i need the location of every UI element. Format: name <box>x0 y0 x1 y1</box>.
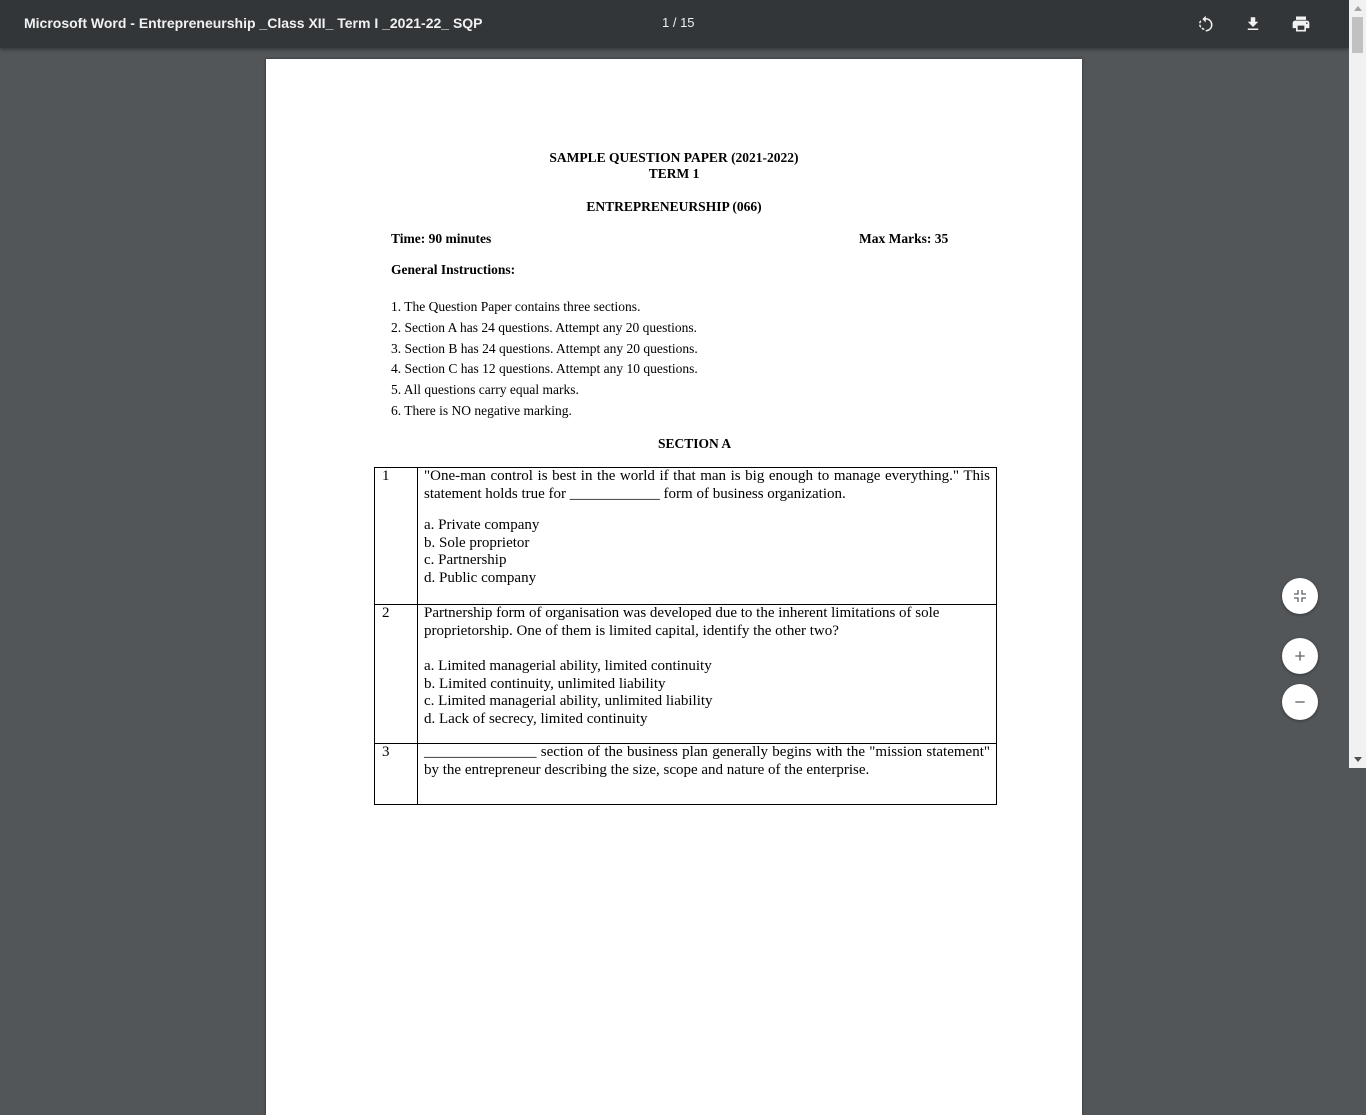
zoom-in-button[interactable] <box>1282 638 1318 674</box>
paper-heading: SAMPLE QUESTION PAPER (2021-2022) <box>549 150 799 165</box>
zoom-out-button[interactable] <box>1282 684 1318 720</box>
scroll-down-arrow[interactable] <box>1349 751 1366 768</box>
page-indicator[interactable]: 1 / 15 <box>662 15 695 30</box>
question-text: "One-man control is best in the world if that man is big enough to manage everything." This statement holds true for ____________ form of business organization. <box>424 468 990 502</box>
pdf-toolbar <box>0 0 1349 48</box>
option-item: c. Limited managerial ability, unlimited liability <box>424 693 713 709</box>
scroll-thumb[interactable] <box>1352 17 1363 53</box>
options-list <box>424 517 990 587</box>
option-item: c. Partnership <box>424 552 507 568</box>
chevron-down-icon <box>1354 757 1362 762</box>
option-item: d. Lack of secrecy, limited continuity <box>424 710 648 727</box>
question-number: 1 <box>375 468 418 605</box>
download-icon <box>1244 15 1262 33</box>
fit-page-icon <box>1292 588 1308 604</box>
instruction-item: 1. The Question Paper contains three sections. <box>391 299 641 314</box>
download-button[interactable] <box>1237 8 1269 40</box>
document-viewer[interactable] <box>0 48 1349 778</box>
question-text: Partnership form of organisation was developed due to the inherent limitations of sole proprietorship. One of them is limited capital, identify the other two? <box>424 605 940 639</box>
fit-page-button[interactable] <box>1282 578 1318 614</box>
option-item: d. Public company <box>424 569 537 586</box>
question-cell <box>418 468 997 605</box>
question-cell <box>418 605 997 744</box>
option-item: a. Private company <box>424 517 540 533</box>
rotate-button[interactable] <box>1189 8 1221 40</box>
instruction-item: 5. All questions carry equal marks. <box>391 382 579 397</box>
print-button[interactable] <box>1285 8 1317 40</box>
instruction-item: 2. Section A has 24 questions. Attempt any 20 questions. <box>391 320 697 335</box>
questions-table <box>374 467 997 805</box>
question-number: 3 <box>375 744 418 805</box>
pdf-page <box>266 59 1082 1115</box>
table-row <box>375 468 997 605</box>
question-number: 2 <box>375 605 418 744</box>
option-item: a. Limited managerial ability, limited continuity <box>424 658 712 674</box>
term-heading: TERM 1 <box>648 166 700 181</box>
instruction-item: 3. Section B has 24 questions. Attempt any 20 questions. <box>391 341 698 356</box>
option-item: b. Limited continuity, unlimited liability <box>424 675 666 692</box>
time-label: Time: 90 minutes <box>391 231 492 246</box>
document-title: Microsoft Word - Entrepreneurship _Class XII_ Term I _2021-22_ SQP <box>24 15 483 31</box>
question-cell <box>418 744 997 805</box>
zoom-in-icon <box>1292 648 1308 664</box>
instructions-heading: General Instructions: <box>391 262 516 277</box>
zoom-out-icon <box>1292 694 1308 710</box>
instruction-item: 4. Section C has 12 questions. Attempt any 10 questions. <box>391 361 698 376</box>
question-text: _______________ section of the business plan generally begins with the "mission statement" by the entrepreneur describing the size, scope and nature of the enterprise. <box>424 744 990 778</box>
instruction-item: 6. There is NO negative marking. <box>391 403 572 418</box>
chevron-up-icon <box>1354 6 1362 11</box>
subject-heading: ENTREPRENEURSHIP (066) <box>586 199 762 214</box>
option-item: b. Sole proprietor <box>424 534 530 551</box>
rotate-icon <box>1196 15 1214 33</box>
table-row <box>375 744 997 805</box>
options-list <box>424 658 990 728</box>
section-heading: SECTION A <box>658 436 732 451</box>
table-row <box>375 605 997 744</box>
print-icon <box>1291 14 1311 34</box>
max-marks-label: Max Marks: 35 <box>859 231 949 246</box>
vertical-scrollbar[interactable] <box>1349 0 1366 768</box>
scroll-up-arrow[interactable] <box>1349 0 1366 17</box>
